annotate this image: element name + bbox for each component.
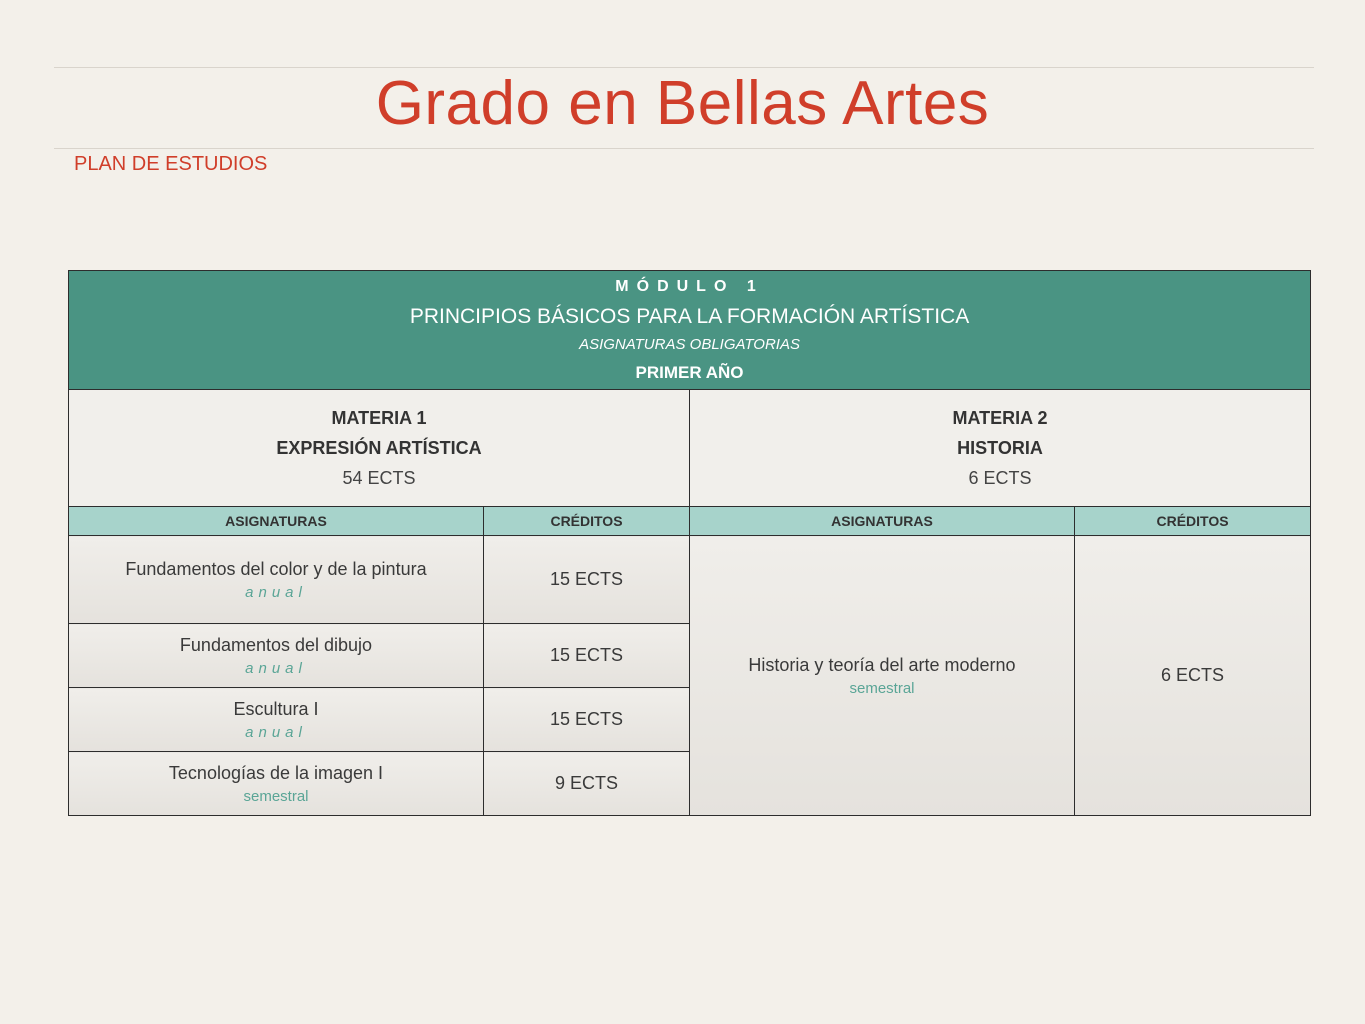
subject-cell	[690, 536, 1075, 816]
subject-credits: 15 ECTS	[484, 688, 690, 752]
materia-2-name: HISTORIA	[957, 438, 1043, 458]
subject-name: Historia y teoría del arte moderno	[748, 654, 1016, 675]
subject-period: anual	[245, 723, 307, 741]
subject-credits: 15 ECTS	[484, 624, 690, 688]
materia-1-name: EXPRESIÓN ARTÍSTICA	[276, 438, 482, 458]
page-title: Grado en Bellas Artes	[375, 69, 990, 138]
subject-cell	[69, 752, 484, 816]
subject-name: Tecnologías de la imagen I	[168, 762, 384, 783]
subject-credits: 15 ECTS	[484, 536, 690, 624]
module-name: PRINCIPIOS BÁSICOS PARA LA FORMACIÓN ARTÍSTICA	[409, 305, 970, 328]
materia-2-ects: 6 ECTS	[968, 468, 1032, 488]
materia-2-cell	[690, 390, 1311, 507]
subject-cell	[69, 624, 484, 688]
page-subtitle: PLAN DE ESTUDIOS	[74, 153, 268, 175]
materia-2-label: MATERIA 2	[952, 408, 1048, 428]
title-divider	[54, 148, 1314, 149]
study-plan-table	[68, 270, 1311, 816]
subject-cell	[69, 536, 484, 624]
materia-1-ects: 54 ECTS	[342, 468, 416, 488]
materia-1-label: MATERIA 1	[331, 408, 427, 428]
subject-period: anual	[245, 659, 307, 677]
subject-period: semestral	[849, 679, 915, 697]
subject-cell	[69, 688, 484, 752]
subject-period: anual	[245, 583, 307, 601]
module-type: ASIGNATURAS OBLIGATORIAS	[579, 336, 800, 353]
subject-name: Fundamentos del dibujo	[179, 634, 373, 655]
column-header: ASIGNATURAS	[690, 507, 1075, 536]
subject-name: Fundamentos del color y de la pintura	[125, 558, 427, 579]
column-header: ASIGNATURAS	[69, 507, 484, 536]
subject-credits: 6 ECTS	[1075, 536, 1311, 816]
subject-credits: 9 ECTS	[484, 752, 690, 816]
module-year: PRIMER AÑO	[635, 363, 744, 382]
module-label: MÓDULO 1	[615, 278, 764, 295]
column-header: CRÉDITOS	[484, 507, 690, 536]
column-header: CRÉDITOS	[1075, 507, 1311, 536]
module-header	[69, 271, 1311, 390]
subject-period: semestral	[243, 787, 309, 805]
subject-name: Escultura I	[233, 698, 319, 719]
materia-1-cell	[69, 390, 690, 507]
